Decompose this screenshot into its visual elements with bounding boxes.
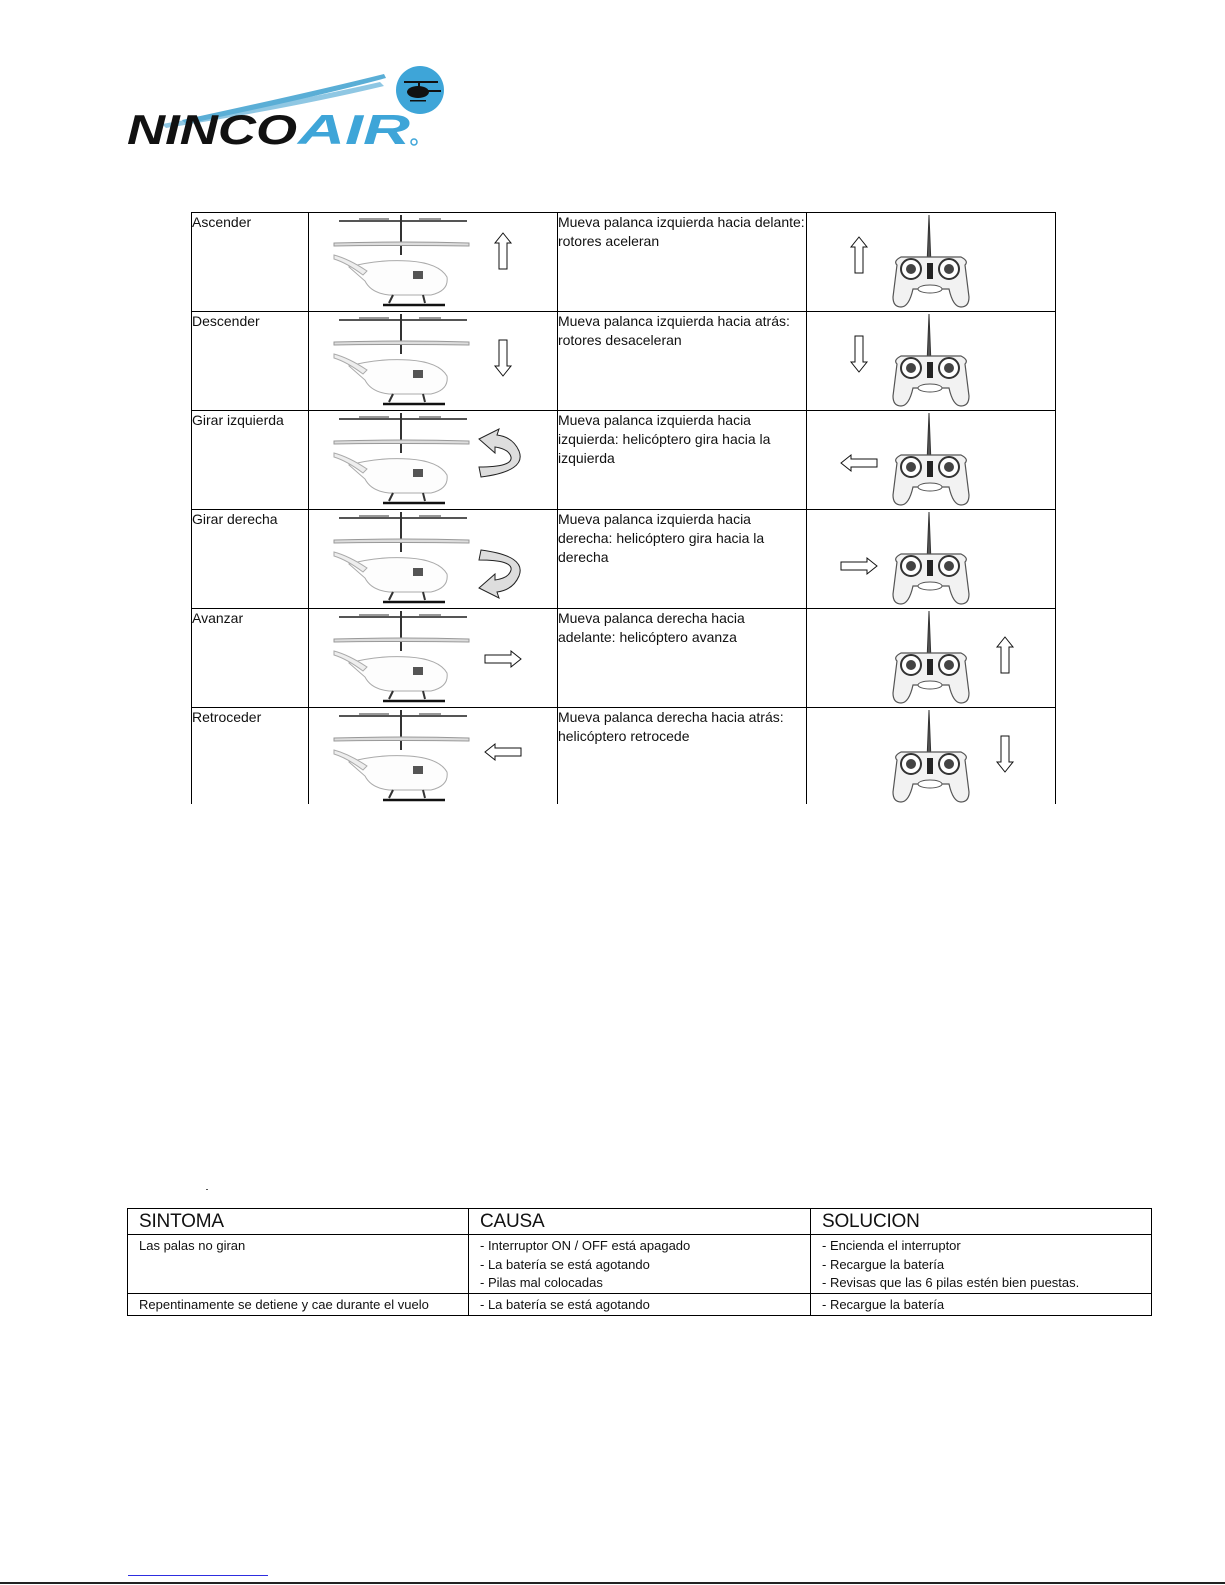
transmitter-figure-cell [806, 510, 1055, 609]
helicopter-illustration [334, 314, 469, 404]
helicopter-illustration [334, 512, 469, 602]
helicopter-figure-cell [308, 510, 557, 609]
transmitter-figure-cell [806, 411, 1055, 510]
control-row [192, 609, 1056, 708]
rotate-right-arrow-icon [479, 550, 520, 598]
troubleshooting-table [127, 1208, 1152, 1316]
helicopter-illustration [334, 611, 469, 701]
up-arrow-icon [495, 233, 511, 269]
control-row [192, 411, 1056, 510]
control-label: Retroceder [192, 708, 309, 805]
troubleshooting-header-row [128, 1209, 1152, 1235]
control-description: Mueva palanca derecha hacia atrás: helicóptero retrocede [557, 708, 806, 805]
nincoair-logo [122, 62, 462, 162]
up-arrow-icon [997, 637, 1013, 673]
control-row [192, 510, 1056, 609]
control-label: Girar izquierda [192, 411, 309, 510]
control-label: Ascender [192, 213, 309, 312]
helicopter-figure-cell [308, 708, 557, 805]
cause-cell [469, 1235, 811, 1294]
helicopter-figure-cell [308, 609, 557, 708]
control-description: Mueva palanca izquierda hacia izquierda: helicóptero gira hacia la izquierda [557, 411, 806, 510]
transmitter-figure-cell [806, 213, 1055, 312]
transmitter-illustration [893, 710, 969, 802]
left-arrow-icon [485, 744, 521, 760]
transmitter-illustration [893, 611, 969, 703]
helicopter-figure-cell [308, 213, 557, 312]
transmitter-illustration [893, 314, 969, 406]
svg-text:NINCO: NINCO [127, 106, 297, 153]
left-arrow-icon [841, 455, 877, 471]
transmitter-figure-cell [806, 708, 1055, 805]
solution-cell [811, 1294, 1152, 1316]
up-arrow-icon [851, 237, 867, 273]
symptom-cell: Repentinamente se detiene y cae durante el vuelo [128, 1294, 469, 1316]
control-description: Mueva palanca derecha hacia adelante: helicóptero avanza [557, 609, 806, 708]
header-sintoma: SINTOMA [128, 1209, 469, 1235]
cause-line: - Pilas mal colocadas [480, 1275, 603, 1290]
helicopter-illustration [334, 413, 469, 503]
header-solucion: SOLUCION [811, 1209, 1152, 1235]
solution-cell [811, 1235, 1152, 1294]
cause-line: - Interruptor ON / OFF está apagado [480, 1238, 691, 1253]
header-causa: CAUSA [469, 1209, 811, 1235]
solution-line: - Encienda el interruptor [822, 1238, 961, 1253]
right-arrow-icon [485, 651, 521, 667]
transmitter-illustration [893, 413, 969, 505]
control-description: Mueva palanca izquierda hacia atrás: rotores desaceleran [557, 312, 806, 411]
cause-line: - La batería se está agotando [480, 1256, 650, 1272]
control-label: Girar derecha [192, 510, 309, 609]
solution-line: - Recargue la batería [822, 1256, 945, 1272]
control-row [192, 213, 1056, 312]
solution-line: - Recargue la batería [822, 1297, 945, 1312]
svg-text:AIR: AIR [296, 106, 412, 153]
transmitter-illustration [893, 512, 969, 604]
control-label: Avanzar [192, 609, 309, 708]
table-row [128, 1235, 1152, 1294]
control-description: Mueva palanca izquierda hacia delante: rotores aceleran [557, 213, 806, 312]
transmitter-illustration [893, 215, 969, 307]
transmitter-figure-cell [806, 312, 1055, 411]
controls-table [191, 212, 1056, 804]
control-row [192, 708, 1056, 805]
rotate-left-arrow-icon [479, 429, 520, 477]
down-arrow-icon [997, 736, 1013, 772]
control-row [192, 312, 1056, 411]
cause-line: - La batería se está agotando [480, 1297, 650, 1312]
solution-line: - Revisas que las 6 pilas estén bien puestas. [822, 1275, 1080, 1290]
footer-link-underline [128, 1575, 268, 1576]
helicopter-illustration [334, 215, 469, 305]
symptom-cell: Las palas no giran [128, 1235, 469, 1294]
helicopter-illustration [334, 710, 469, 800]
control-label: Descender [192, 312, 309, 411]
cause-cell [469, 1294, 811, 1316]
down-arrow-icon [495, 340, 511, 376]
down-arrow-icon [851, 336, 867, 372]
divider [206, 1189, 208, 1190]
footer-rule [0, 1582, 1225, 1584]
transmitter-figure-cell [806, 609, 1055, 708]
helicopter-figure-cell [308, 411, 557, 510]
control-description: Mueva palanca izquierda hacia derecha: helicóptero gira hacia la derecha [557, 510, 806, 609]
helicopter-figure-cell [308, 312, 557, 411]
table-row [128, 1294, 1152, 1316]
right-arrow-icon [841, 558, 877, 574]
